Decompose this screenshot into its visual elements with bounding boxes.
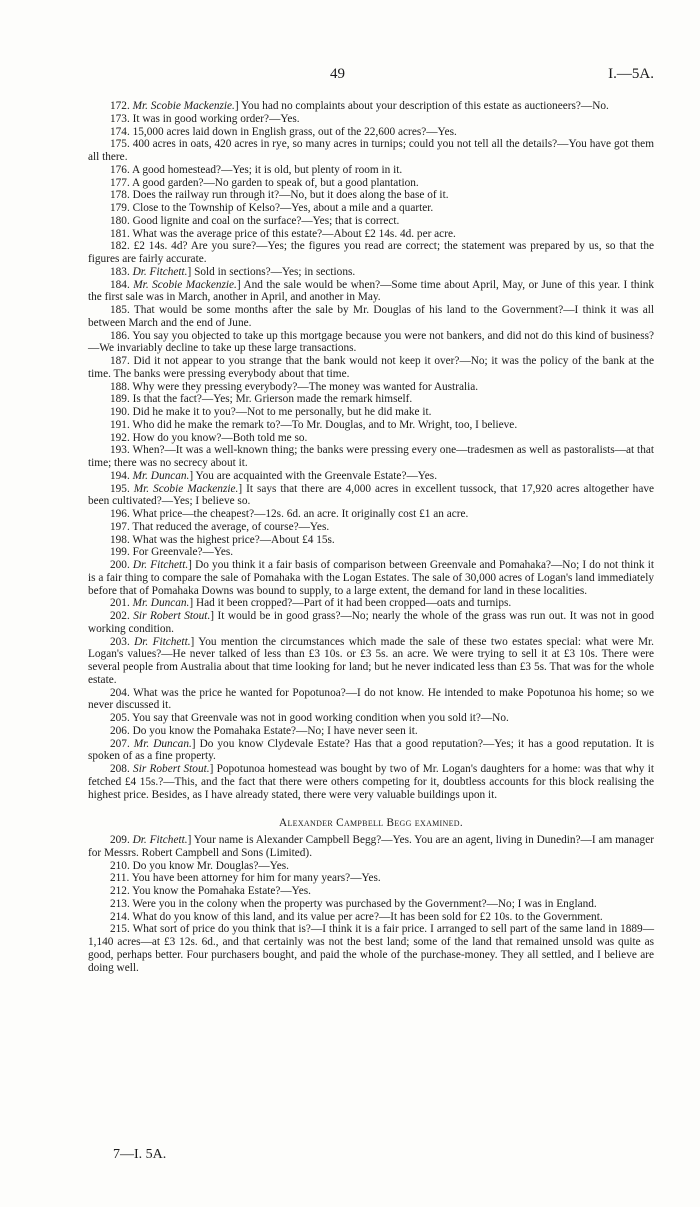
question-paragraph: 179. Close to the Township of Kelso?—Yes, about a mile and a quarter. bbox=[110, 202, 434, 214]
question-paragraph: 213. Were you in the colony when the property was purchased by the Government?—No; I was in England. bbox=[110, 897, 597, 910]
question-paragraph: 203. Dr. Fitchett.] You mention the circumstances which made the sale of these two estates special: what were Mr. Logan's values?—He never talked of less than £3 10s. or £3 5s. an acre. We were trying to sell it at £3 10s. There were several people from Australia about that time looking for land; but he never indicated less than £3 5s. That was for the whole estate. bbox=[88, 635, 654, 686]
question-paragraph: 198. What was the highest price?—About £4 15s. bbox=[110, 533, 335, 546]
question-paragraph: 200. Dr. Fitchett.] Do you think it a fair basis of comparison between Greenvale and Pomahaka?—No; I do not think it is a fair thing to compare the sale of Pomahaka with the Logan Estates. The sale of 30,000 acres of Logan's land immediately before that of Pomahaka Downs was bound to supply, to a large extent, the demand for land in these localities. bbox=[88, 559, 654, 597]
signature-mark: 7—I. 5A. bbox=[113, 1147, 167, 1162]
question-paragraph: 193. When?—It was a well-known thing; the banks were pressing every one—tradesmen as well as pastoralists—at that time; there was no secrecy about it. bbox=[88, 444, 654, 469]
question-paragraph: 206. Do you know the Pomahaka Estate?—No; I have never seen it. bbox=[110, 724, 418, 737]
question-paragraph: 189. Is that the fact?—Yes; Mr. Grierson made the remark himself. bbox=[110, 393, 413, 406]
question-paragraph: 212. You know the Pomahaka Estate?—Yes. bbox=[110, 885, 311, 897]
question-paragraph: 204. What was the price he wanted for Popotunoa?—I do not know. He intended to make Popotunoa his home; so we never discussed it. bbox=[88, 686, 654, 712]
question-paragraph: 180. Good lignite and coal on the surface?—Yes; that is correct. bbox=[110, 214, 400, 227]
question-paragraph: 184. Mr. Scobie Mackenzie.] And the sale would be when?—Some time about April, May, or June of this year. I think the first sale was in March, another in April, and another in May. bbox=[88, 278, 655, 304]
question-paragraph: 201. Mr. Duncan.] Had it been cropped?—Part of it had been cropped—oats and turnips. bbox=[110, 597, 512, 610]
question-paragraph: 175. 400 acres in oats, 420 acres in rye, so many acres in turnips; could you not tell all the details?—You have got them all there. bbox=[88, 138, 654, 163]
question-paragraph: 215. What sort of price do you think that is?—I think it is a fair price. I arranged to sell part of the same land in 1889—1,140 acres—at £3 12s. 6d., and that certainly was not the best land; some of the land that remained unsold was quite as good, perhaps better. Four purchasers bought, and paid the whole of the purchase-money. They all settled, and I believe are doing well. bbox=[88, 923, 654, 974]
question-paragraph: 178. Does the railway run through it?—No, but it does along the base of it. bbox=[110, 189, 449, 202]
evidence-paragraphs bbox=[88, 100, 654, 801]
document-reference: I.—5A. bbox=[608, 66, 654, 82]
section-title: Alexander Campbell Begg examined. bbox=[279, 817, 463, 830]
document-body bbox=[88, 100, 654, 974]
question-paragraph: 208. Sir Robert Stout.] Popotunoa homestead was bought by two of Mr. Logan's daughters for a home: was that why it fetched £4 15s.?—This, and the fact that there were others competing for it, doubtless accounts for this block realising the highest price. Besides, as I have already stated, there were very valuable buildings upon it. bbox=[88, 763, 654, 801]
question-paragraph: 209. Dr. Fitchett.] Your name is Alexander Campbell Begg?—Yes. You are an agent, living in Dunedin?—I am manager for Messrs. Robert Campbell and Sons (Limited). bbox=[88, 834, 654, 859]
question-paragraph: 183. Dr. Fitchett.] Sold in sections?—Yes; in sections. bbox=[110, 265, 356, 278]
question-paragraph: 214. What do you know of this land, and its value per acre?—It has been sold for £2 10s. to the Government. bbox=[110, 910, 603, 923]
question-paragraph: 185. That would be some months after the sale by Mr. Douglas of his land to the Government?—I think it was all between March and the end of June. bbox=[88, 304, 654, 329]
question-paragraph: 194. Mr. Duncan.] You are acquainted with the Greenvale Estate?—Yes. bbox=[110, 469, 438, 482]
question-paragraph: 210. Do you know Mr. Douglas?—Yes. bbox=[110, 859, 289, 872]
question-paragraph: 199. For Greenvale?—Yes. bbox=[110, 546, 234, 559]
question-paragraph: 174. 15,000 acres laid down in English grass, out of the 22,600 acres?—Yes. bbox=[110, 125, 457, 138]
question-paragraph: 187. Did it not appear to you strange that the bank would not keep it over?—No; it was the policy of the bank at the time. The banks were pressing everybody about that time. bbox=[88, 355, 654, 380]
question-paragraph: 205. You say that Greenvale was not in good working condition when you sold it?—No. bbox=[110, 712, 509, 724]
evidence-paragraphs-begg bbox=[88, 834, 654, 974]
question-paragraph: 197. That reduced the average, of course?—Yes. bbox=[110, 520, 330, 533]
question-paragraph: 195. Mr. Scobie Mackenzie.] It says that there are 4,000 acres in excellent tussock, that 17,920 acres altogether have been cultivated?—Yes; I believe so. bbox=[88, 482, 654, 508]
question-paragraph: 181. What was the average price of this estate?—About £2 14s. 4d. per acre. bbox=[110, 227, 456, 240]
question-paragraph: 182. £2 14s. 4d? Are you sure?—Yes; the figures you read are correct; the statement was prepared by us, so that the figures are fairly accurate. bbox=[88, 240, 654, 265]
question-paragraph: 196. What price—the cheapest?—12s. 6d. an acre. It originally cost £1 an acre. bbox=[110, 508, 469, 520]
question-paragraph: 192. How do you know?—Both told me so. bbox=[110, 431, 308, 444]
question-paragraph: 191. Who did he make the remark to?—To Mr. Douglas, and to Mr. Wright, too, I believe. bbox=[110, 418, 518, 431]
question-paragraph: 190. Did he make it to you?—Not to me personally, but he did make it. bbox=[110, 406, 432, 418]
question-paragraph: 173. It was in good working order?—Yes. bbox=[110, 112, 300, 125]
question-paragraph: 202. Sir Robert Stout.] It would be in good grass?—No; nearly the whole of the grass was run out. It was not in good working condition. bbox=[88, 610, 654, 635]
page-number: 49 bbox=[330, 66, 345, 82]
question-paragraph: 177. A good garden?—No garden to speak of, but a good plantation. bbox=[110, 176, 419, 189]
question-paragraph: 207. Mr. Duncan.] Do you know Clydevale Estate? Has that a good reputation?—Yes; it has a good reputation. It is spoken of as a fine property. bbox=[88, 737, 655, 763]
question-paragraph: 211. You have been attorney for him for many years?—Yes. bbox=[110, 872, 381, 885]
question-paragraph: 188. Why were they pressing everybody?—The money was wanted for Australia. bbox=[110, 380, 479, 393]
question-paragraph: 186. You say you objected to take up this mortgage because you were not bankers, and did not do this kind of business?—We invariably decline to take up these large transactions. bbox=[88, 329, 654, 355]
question-paragraph: 176. A good homestead?—Yes; it is old, but plenty of room in it. bbox=[110, 163, 403, 176]
question-paragraph: 172. Mr. Scobie Mackenzie.] You had no complaints about your description of this estate as auctioneers?—No. bbox=[110, 100, 609, 112]
